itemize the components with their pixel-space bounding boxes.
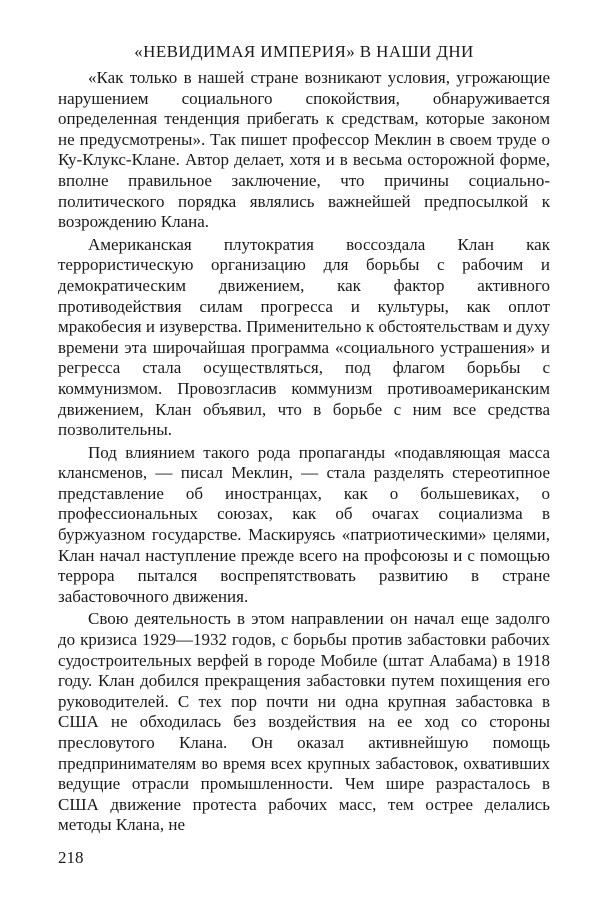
running-title: «НЕВИДИМАЯ ИМПЕРИЯ» В НАШИ ДНИ xyxy=(134,42,474,61)
book-page xyxy=(58,42,550,836)
page-number: 218 xyxy=(58,848,84,867)
paragraph-2: Американская плутократия воссоздала Клан как террористическую организацию для борьбы с рабочим и демократическим движением, как фактор активного противодействия силам прогресса и культуры, как оплот мракобесия и изуверства. Применительно к обстоятельствам и духу времени эта широчайшая программа «социального устрашения» и регресса стала осуществляться, под флагом борьбы с коммунизмом. Провозгласив коммунизм противоамериканским движением, Клан объявил, что в борьбе с ним все средства позволительны. xyxy=(58,234,550,440)
paragraph-4: Свою деятельность в этом направлении он начал еще задолго до кризиса 1929—1932 годов, с борьбы против забастовки рабочих судостроительных верфей в городе Мобиле (штат Алабама) в 1918 году. Клан добился прекращения забастовки путем похищения его руководителей. С тех пор почти ни одна крупная забастовка в США не обходилась без воздействия на ее ход со стороны пресловутого Клана. Он оказал активнейшую помощь предпринимателям во время всех крупных забастовок, охвативших ведущие отрасли промышленности. Чем шире разрасталось в США движение протеста рабочих масс, тем острее делались методы Клана, не xyxy=(58,609,550,835)
paragraph-1: «Как только в нашей стране возникают условия, угрожающие нарушением социального спокойствия, обнаруживается определенная тенденция прибегать к средствам, которые законом не предусмотрены». Так пишет профессор Меклин в своем труде о Ку-Клукс-Клане. Автор делает, хотя и в весьма осторожной форме, вполне правильное заключение, что причины социально-политического порядка являлись важнейшей предпосылкой к возрождению Клана. xyxy=(58,68,550,232)
paragraph-3: Под влиянием такого рода пропаганды «подавляющая масса клансменов, — писал Меклин, — стала разделять стереотипное представление об иностранцах, как о большевиках, о профессиональных союзах, как об очагах социализма в буржуазном государстве. Маскируясь «патриотическими» целями, Клан начал наступление прежде всего на профсоюзы и с помощью террора пытался воспрепятствовать развитию в стране забастовочного движения. xyxy=(58,442,550,606)
